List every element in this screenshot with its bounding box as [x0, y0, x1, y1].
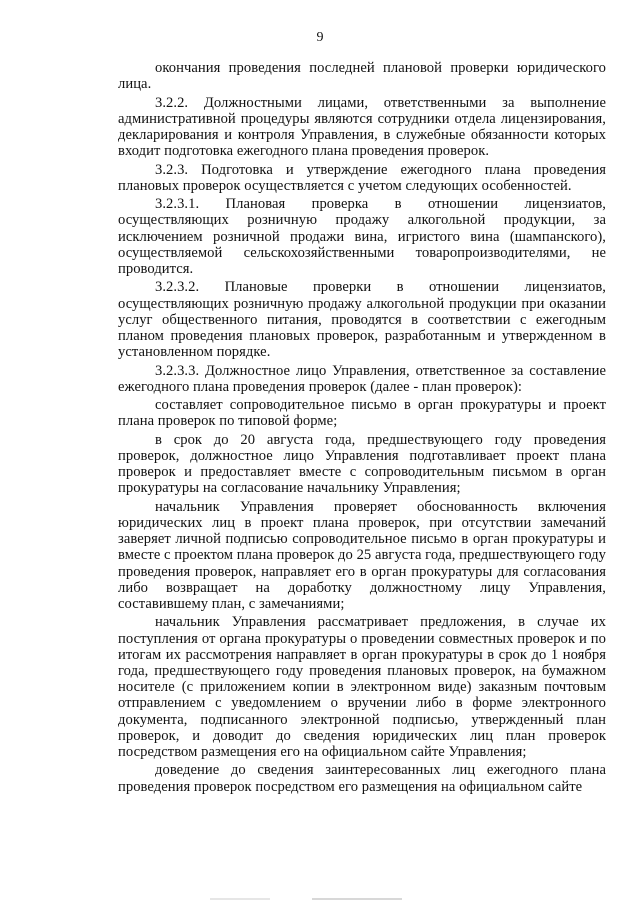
paragraph: 3.2.2. Должностными лицами, ответственными за выполнение административной процедуры являются сотрудники отдела лицензирования, декларирования и контроля Управления, в служебные обязанности которых входит подготовка ежегодного плана проведения проверок. [118, 94, 606, 160]
scan-artifact [210, 898, 270, 900]
document-body [118, 60, 606, 797]
page-number: 9 [316, 30, 324, 45]
paragraph: составляет сопроводительное письмо в орган прокуратуры и проект плана проверок по типовой форме; [118, 397, 606, 430]
paragraph: в срок до 20 августа года, предшествующего году проведения проверок, должностное лицо Управления подготавливает проект плана проверок и предоставляет вместе с сопроводительным письмом в орган прокуратуры на согласование начальнику Управления; [118, 431, 606, 497]
paragraph: 3.2.3.3. Должностное лицо Управления, ответственное за составление ежегодного плана проведения проверок (далее - план проверок): [118, 362, 606, 395]
paragraph: доведение до сведения заинтересованных лиц ежегодного плана проведения проверок посредством его размещения на официальном сайте [118, 762, 606, 795]
scan-artifact [312, 898, 402, 900]
paragraph: 3.2.3.2. Плановые проверки в отношении лицензиатов, осуществляющих розничную продажу алкогольной продукции при оказании услуг общественного питания, проводятся в соответствии с ежегодным планом проведения плановых проверок, разработанным и утвержденном в установленном порядке. [118, 279, 606, 361]
paragraph: начальник Управления проверяет обоснованность включения юридических лиц в проект плана проверок, при отсутствии замечаний заверяет личной подписью сопроводительное письмо в орган прокуратуры и вместе с проектом плана проверок до 25 августа года, предшествующего году проведения проверок, направляет его в орган прокуратуры для согласования либо возвращает на доработку должностному лицу Управления, составившему план, с замечаниями; [118, 498, 607, 612]
paragraph: начальник Управления рассматривает предложения, в случае их поступления от органа прокуратуры о проведении совместных проверок и по итогам их рассмотрения направляет в орган прокуратуры в срок до 1 ноября года, предшествующего году проведения плановых проверок, на бумажном носителе (с приложением копии в электронном виде) заказным почтовым отправлением с уведомлением о вручении либо в форме электронного документа, подписанного электронной подписью, утвержденный план проверок, и доводит до сведения юридических лиц план проверок посредством размещения его на официальном сайте Управления; [118, 614, 606, 761]
paragraph: 3.2.3. Подготовка и утверждение ежегодного плана проведения плановых проверок осуществляется с учетом следующих особенностей. [118, 161, 606, 194]
paragraph: 3.2.3.1. Плановая проверка в отношении лицензиатов, осуществляющих розничную продажу алкогольной продукции, за исключением розничной продажи вина, игристого вина (шампанского), осуществляемой сельскохозяйственными товаропроизводителями, не проводится. [118, 196, 606, 277]
paragraph: окончания проведения последней плановой проверки юридического лица. [118, 60, 606, 93]
